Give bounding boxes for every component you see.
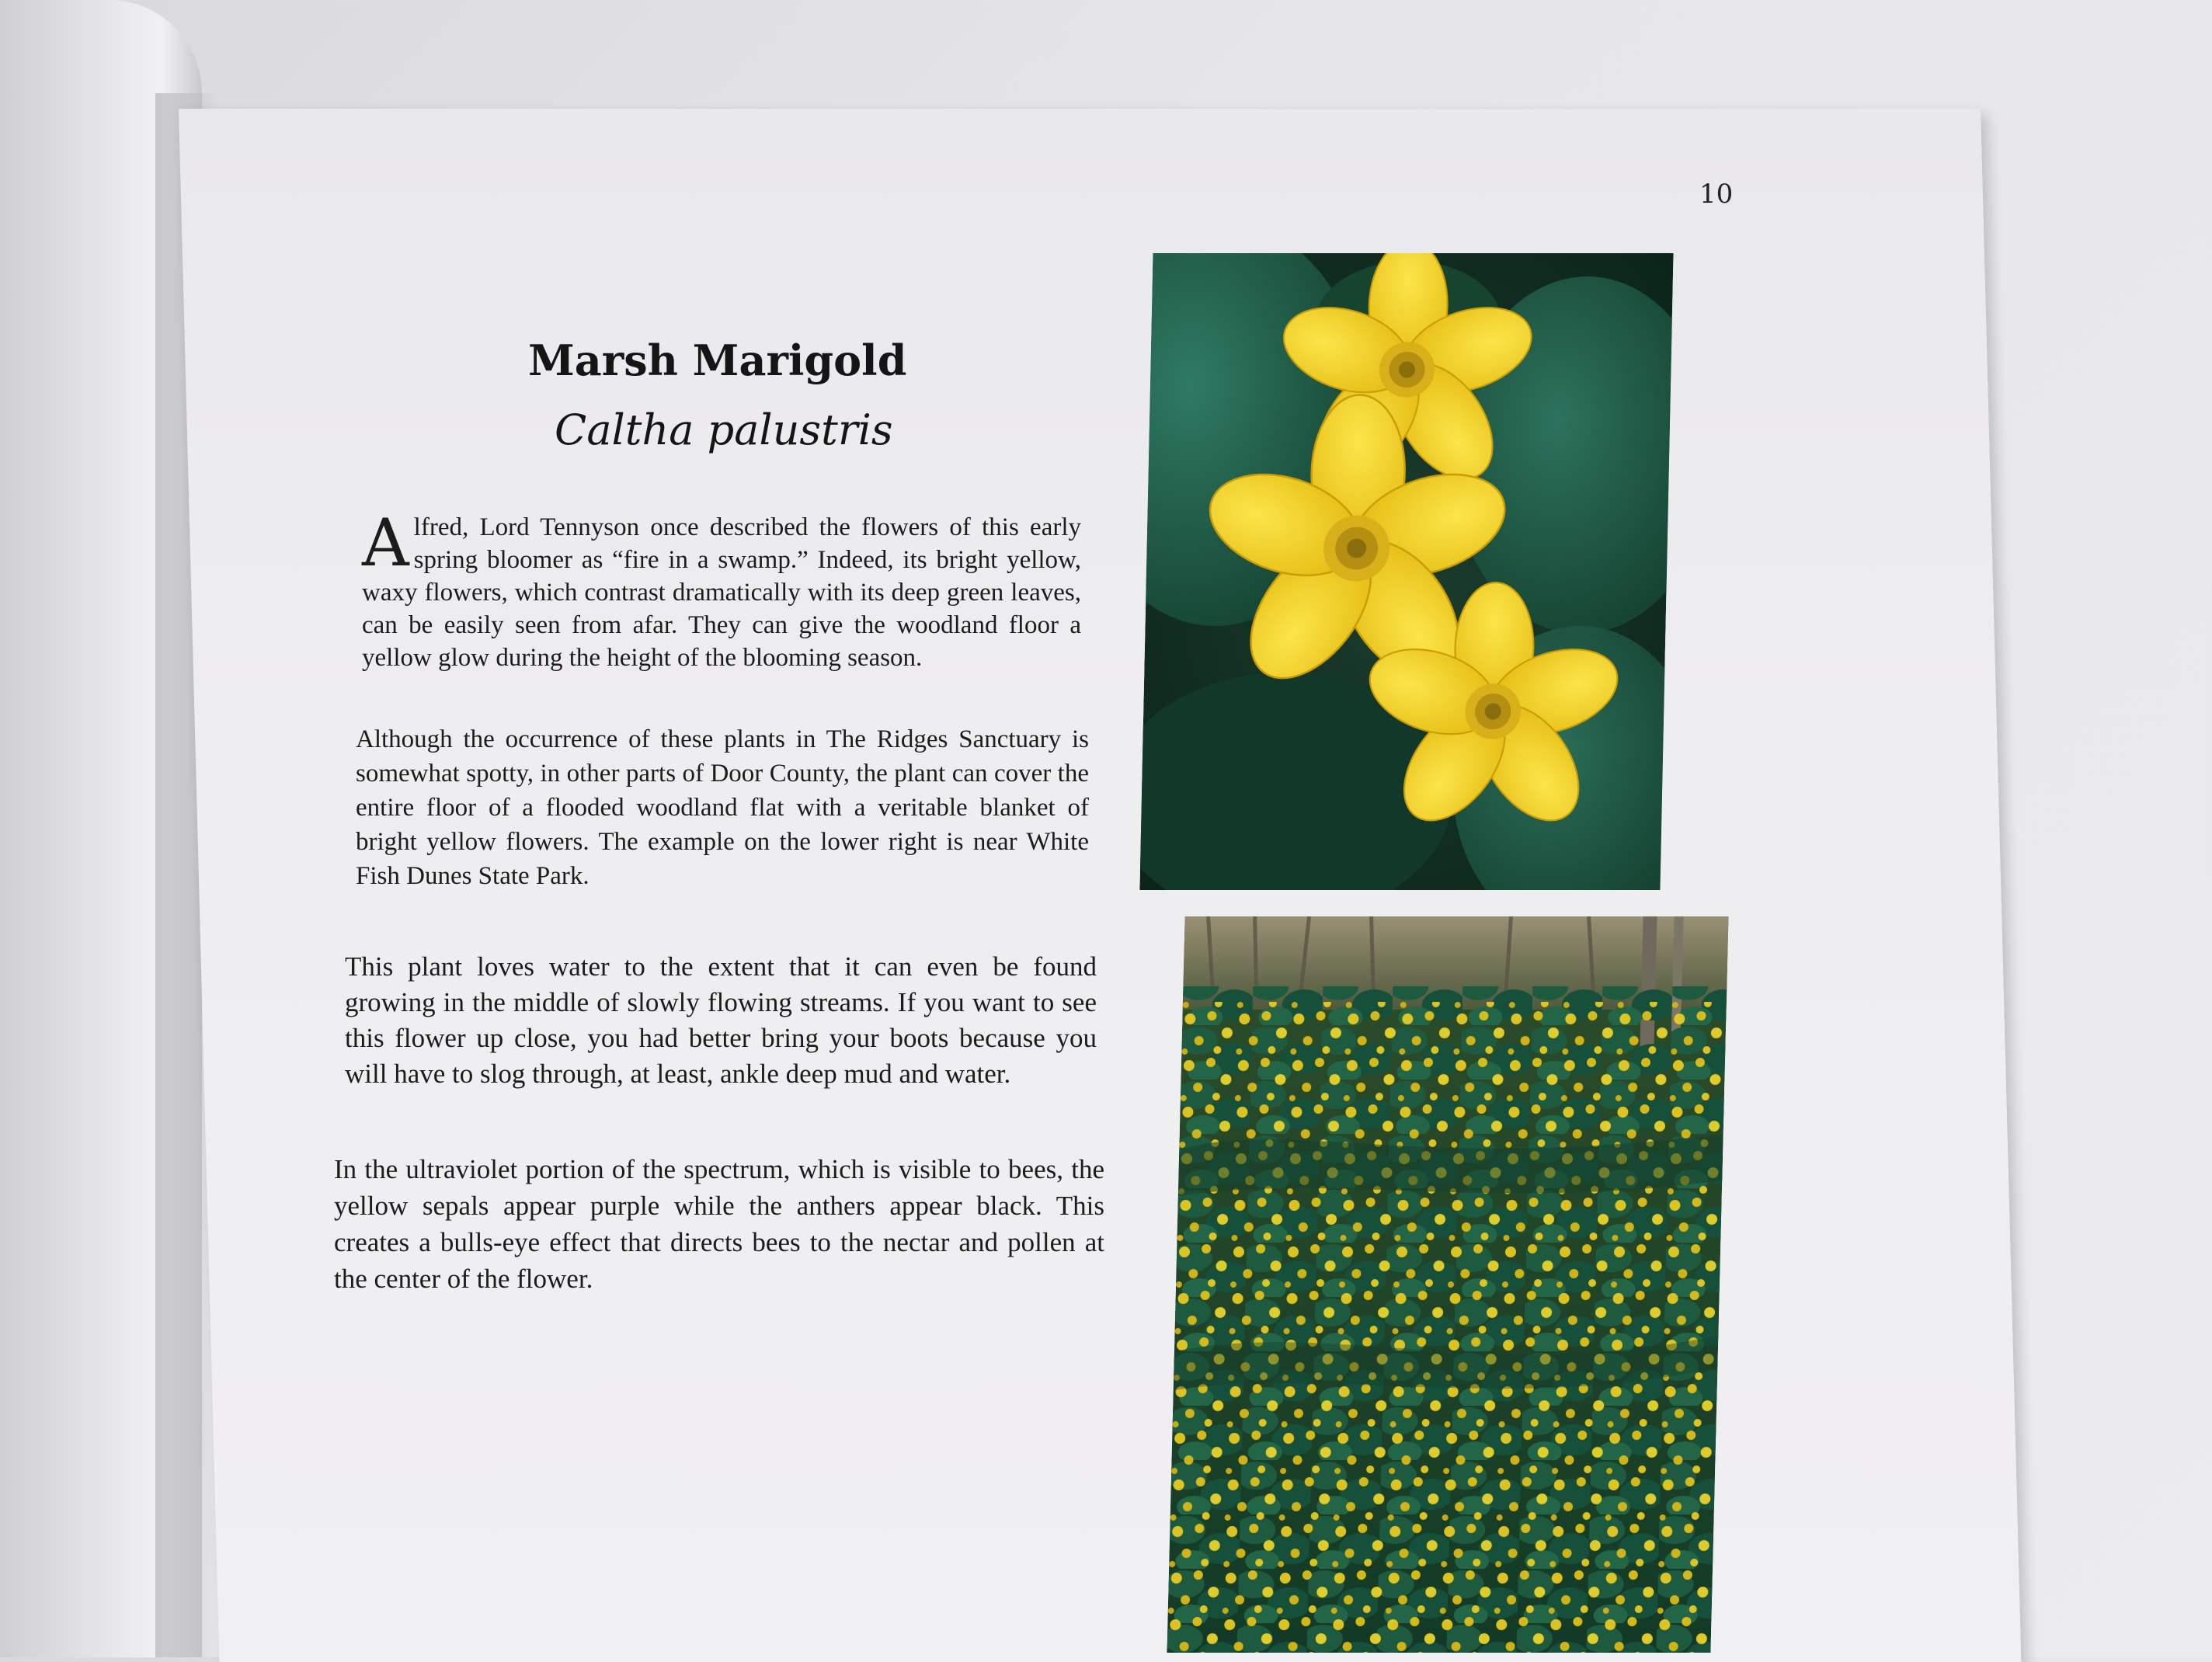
drop-cap: A — [362, 505, 409, 581]
paragraph-4: In the ultraviolet portion of the spectrum, which is visible to bees, the yellow sepals appear purple while the anthers appear black. This creates a bulls-eye effect that directs bees to the nectar and pollen at the center of the flower. — [334, 1154, 1104, 1294]
paragraph-2: Although the occurrence of these plants in The Ridges Sanctuary is somewhat spotty, in other parts of Door County, the plant can cover the entire floor of a flooded woodland flat with a veritable blanket of bright yellow flowers. The example on the lower right is near White Fish Dunes State Park. — [356, 725, 1089, 890]
page-title: Marsh Marigold — [528, 336, 907, 385]
woodland-meadow-photo — [1167, 916, 1728, 1653]
paragraph-1-text: lfred, Lord Tennyson once described the flowers of this early spring bloomer as “fire in a swamp.” Indeed, its bright yellow, waxy flowers, which contrast dramatically with its deep green leaves, can be easily seen from afar. They can give the woodland floor a yellow glow during the height of the blooming season. — [362, 513, 1081, 672]
paragraph-1 — [362, 505, 1081, 674]
page-number: 10 — [1699, 179, 1734, 210]
flower-closeup-photo — [1139, 253, 1673, 890]
paragraph-3: This plant loves water to the extent that it can even be found growing in the middle of slowly flowing streams. If you want to see this flower up close, you had better bring your boots because you will have to slog through, at least, ankle deep mud and water. — [345, 951, 1097, 1089]
scientific-name: Caltha palustris — [555, 405, 893, 454]
